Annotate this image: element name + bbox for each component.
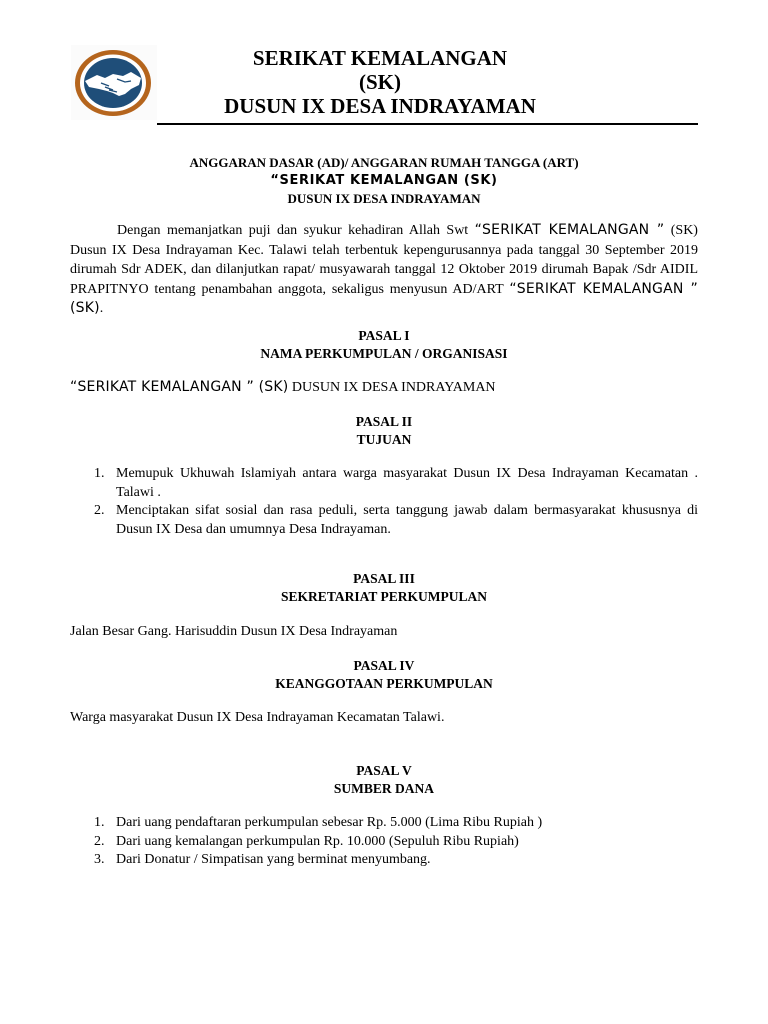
- document-title: [70, 154, 698, 208]
- list-item: [70, 502, 698, 539]
- pasal-1-content: [70, 378, 698, 397]
- pasal-2-list: [70, 465, 698, 539]
- list-item-number: 1.: [94, 815, 105, 830]
- list-item-number: 2.: [94, 503, 105, 518]
- intro-org-name-1: “SERIKAT KEMALANGAN ”: [474, 222, 665, 238]
- document-title-line-2: “SERIKAT KEMALANGAN (SK): [270, 173, 498, 188]
- letterhead-line-3: DUSUN IX DESA INDRAYAMAN: [224, 94, 536, 118]
- intro-text-3: .: [99, 301, 104, 316]
- list-item-text: Menciptakan sifat sosial dan rasa peduli, serta tanggung jawab dalam bermasyarakat khususnya di Dusun IX Desa dan umumnya Desa Indrayaman.: [116, 503, 698, 537]
- pasal-1-number: PASAL I: [358, 328, 410, 343]
- list-item-text: Dari uang kemalangan perkumpulan Rp. 10.000 (Sepuluh Ribu Rupiah): [116, 833, 519, 849]
- document-title-line-1: ANGGARAN DASAR (AD)/ ANGGARAN RUMAH TANGGA (ART): [189, 155, 579, 170]
- letterhead-divider: [157, 123, 698, 125]
- pasal-4-title: KEANGGOTAAN PERKUMPULAN: [275, 676, 493, 691]
- pasal-4-content: Warga masyarakat Dusun IX Desa Indrayaman Kecamatan Talawi.: [70, 710, 445, 725]
- pasal-4-number: PASAL IV: [353, 658, 415, 673]
- letterhead-line-1: SERIKAT KEMALANGAN: [252, 46, 508, 70]
- pasal-1-heading: [70, 327, 698, 363]
- list-item-number: 3.: [94, 852, 105, 867]
- pasal-4-heading: [70, 657, 698, 693]
- list-item-text: Dari Donatur / Simpatisan yang berminat menyumbang.: [116, 852, 431, 867]
- pasal-3-heading: [70, 570, 698, 606]
- intro-text-2: (SK) Dusun IX Desa Indrayaman Kec. Talawi telah terbentuk kepengurusannya pada tanggal 30 September 2019 dirumah Sdr ADEK, dan dilanjutkan rapat/ musyawarah tanggal 12 Oktober 2019 dirumah Bapak /Sdr AIDIL PRAPITNYO tentang penambahan anggota, sekaligus menyusun AD/ART: [70, 223, 698, 297]
- pasal-5-title: SUMBER DANA: [333, 781, 435, 796]
- pasal-2-number: PASAL II: [355, 414, 413, 429]
- pasal-3-number: PASAL III: [353, 571, 415, 586]
- pasal-1-org-location: DUSUN IX DESA INDRAYAMAN: [288, 380, 496, 395]
- list-item-text: Memupuk Ukhuwah Islamiyah antara warga masyarakat Dusun IX Desa Indrayaman Kecamatan . Talawi .: [116, 466, 698, 500]
- list-item-text: Dari uang pendaftaran perkumpulan sebesar Rp. 5.000 (Lima Ribu Rupiah ): [116, 815, 543, 830]
- list-item-number: 2.: [94, 833, 105, 849]
- pasal-5-list: [70, 814, 698, 870]
- pasal-3-content: Jalan Besar Gang. Harisuddin Dusun IX Desa Indrayaman: [70, 624, 398, 639]
- list-item: [70, 465, 698, 502]
- list-item: [70, 833, 698, 852]
- pasal-1-org-name: “SERIKAT KEMALANGAN ” (SK): [70, 379, 289, 395]
- document-title-line-3: DUSUN IX DESA INDRAYAMAN: [287, 191, 481, 206]
- letterhead-title: [170, 46, 590, 118]
- list-item: [70, 851, 698, 870]
- pasal-1-title: NAMA PERKUMPULAN / ORGANISASI: [260, 346, 508, 361]
- pasal-2-heading: [70, 413, 698, 449]
- handshake-logo-icon: [71, 45, 157, 120]
- pasal-2-title: TUJUAN: [356, 432, 412, 447]
- list-item-number: 1.: [94, 466, 105, 481]
- list-item: [70, 814, 698, 833]
- pasal-3-title: SEKRETARIAT PERKUMPULAN: [281, 589, 487, 604]
- letterhead-line-2: (SK): [359, 70, 401, 94]
- pasal-5-heading: [70, 762, 698, 798]
- intro-text-1: Dengan memanjatkan puji dan syukur kehadiran Allah Swt: [117, 223, 475, 238]
- organization-logo: [71, 45, 157, 120]
- pasal-5-number: PASAL V: [356, 763, 412, 778]
- intro-paragraph: [70, 221, 698, 319]
- intro-org-name-2: “SERIKAT KEMALANGAN ” (SK): [70, 280, 698, 316]
